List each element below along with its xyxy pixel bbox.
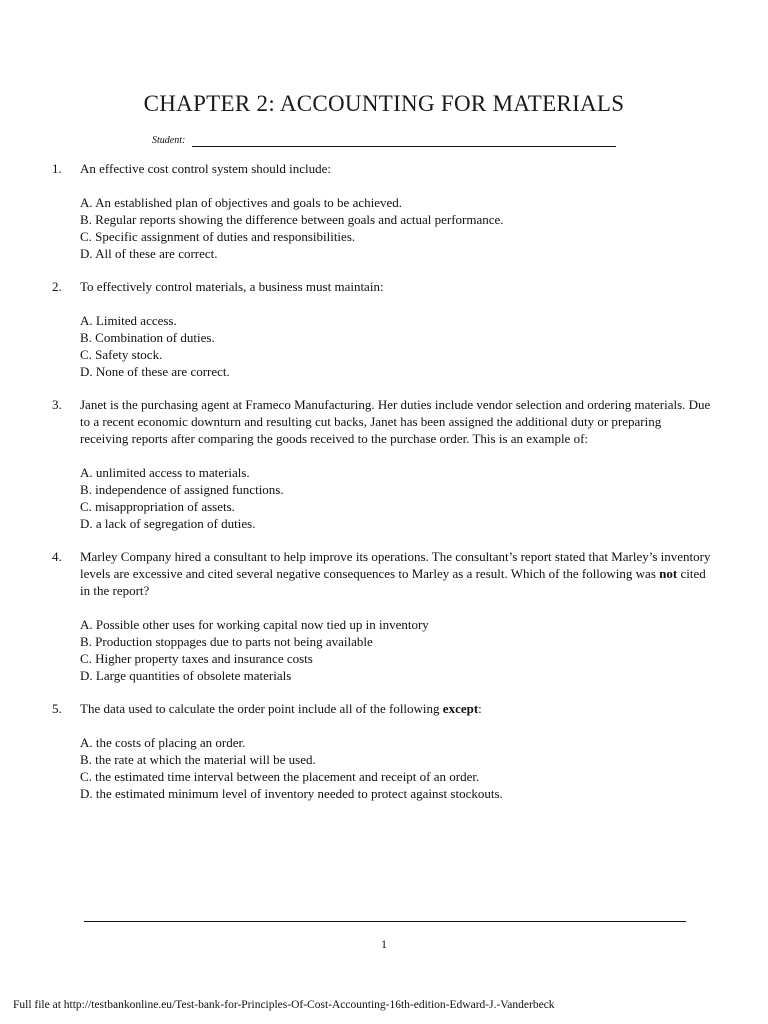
question-text: An effective cost control system should include: [80, 161, 332, 176]
answer-choices [80, 734, 712, 802]
question-number: 4. [52, 549, 62, 564]
choice-d: D. Large quantities of obsolete materials [80, 668, 292, 683]
question-2 [52, 278, 712, 380]
choice-d: D. a lack of segregation of duties. [80, 516, 256, 531]
choice-b: B. Combination of duties. [80, 330, 215, 345]
choice-a: A. the costs of placing an order. [80, 735, 246, 750]
choice-c: C. Specific assignment of duties and responsibilities. [80, 229, 356, 244]
question-4 [52, 548, 712, 684]
question-text-end: cited in the report? [80, 566, 706, 598]
choice-d: D. the estimated minimum level of inventory needed to protect against stockouts. [80, 786, 503, 801]
choice-a: A. unlimited access to materials. [80, 465, 250, 480]
question-text [80, 700, 712, 717]
choice-b: B. the rate at which the material will be used. [80, 752, 316, 767]
choice-b: B. Regular reports showing the difference between goals and actual performance. [80, 212, 504, 227]
student-name-line[interactable] [192, 146, 616, 147]
answer-choices [80, 464, 712, 532]
question-number: 5. [52, 701, 62, 716]
question-1 [52, 160, 712, 262]
choice-c: C. Safety stock. [80, 347, 163, 362]
choice-a: A. Limited access. [80, 313, 177, 328]
question-text-end: : [478, 701, 482, 716]
question-text [80, 548, 712, 599]
question-number: 3. [52, 397, 62, 412]
choice-d: D. All of these are correct. [80, 246, 218, 261]
choice-c: C. Higher property taxes and insurance costs [80, 651, 313, 666]
chapter-title: CHAPTER 2: ACCOUNTING FOR MATERIALS [143, 91, 625, 116]
answer-choices [80, 312, 712, 380]
choice-c: C. misappropriation of assets. [80, 499, 235, 514]
question-text-start: The data used to calculate the order point include all of the following [80, 701, 443, 716]
question-text: Janet is the purchasing agent at Frameco Manufacturing. Her duties include vendor selection and ordering materials. Due to a recent economic downturn and resulting cut backs, Janet has been assigned the additional duty or preparing receiving reports after comparing the goods received to the purchase order. This is an example of: [80, 397, 711, 446]
question-emphasis: except [442, 701, 479, 716]
choice-a: A. An established plan of objectives and goals to be achieved. [80, 195, 403, 210]
choice-a: A. Possible other uses for working capital now tied up in inventory [80, 617, 429, 632]
choice-b: B. Production stoppages due to parts not being available [80, 634, 373, 649]
choice-d: D. None of these are correct. [80, 364, 230, 379]
question-list [52, 160, 712, 818]
question-3 [52, 396, 712, 532]
question-5 [52, 700, 712, 802]
page-number: 1 [381, 937, 387, 951]
question-number: 2. [52, 279, 62, 294]
student-label: Student: [152, 135, 186, 146]
question-text-start: Marley Company hired a consultant to help improve its operations. The consultant’s report stated that Marley’s inventory levels are excessive and cited several negative consequences to Marley as a result. Which of the following was [80, 549, 711, 581]
choice-b: B. independence of assigned functions. [80, 482, 284, 497]
footer-divider [84, 921, 686, 922]
answer-choices [80, 616, 712, 684]
answer-choices [80, 194, 712, 262]
question-emphasis: not [659, 566, 678, 581]
question-number: 1. [52, 161, 62, 176]
question-text: To effectively control materials, a business must maintain: [80, 279, 384, 294]
source-link[interactable]: Full file at http://testbankonline.eu/Test-bank-for-Principles-Of-Cost-Accounting-16th-edition-Edward-J.-Vanderbeck [13, 999, 555, 1011]
choice-c: C. the estimated time interval between the placement and receipt of an order. [80, 769, 480, 784]
